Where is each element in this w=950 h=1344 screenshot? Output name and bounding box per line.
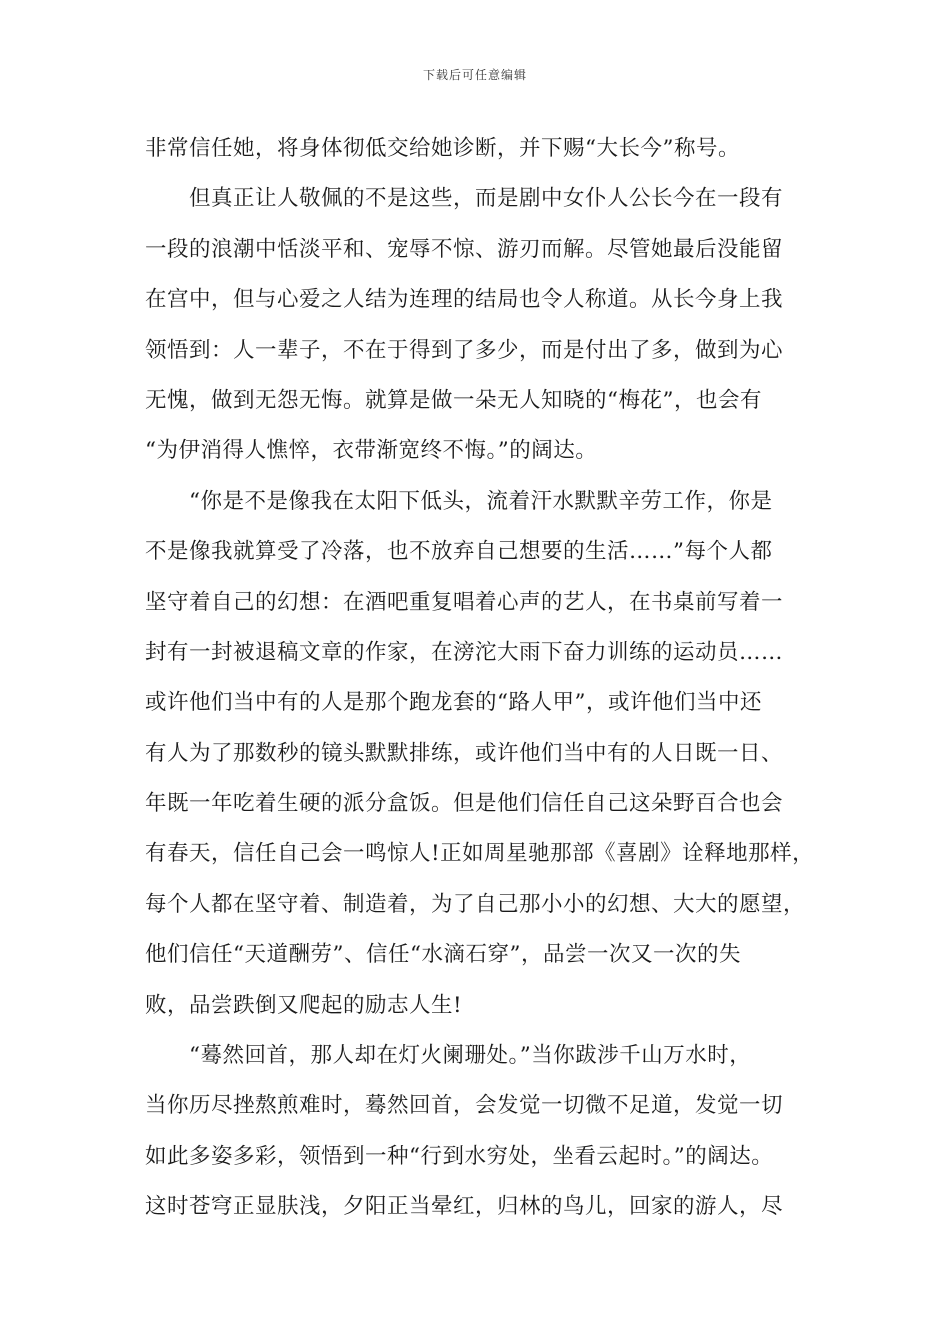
text-line: 在宫中，但与心爱之人结为连理的结局也令人称道。从长今身上我	[145, 287, 784, 313]
text-line: 非常信任她，将身体彻低交给她诊断，并下赐“大长今”称号。	[145, 136, 740, 161]
text-line: 这时苍穹正显肤浅，夕阳正当晕红，归林的鸟儿，回家的游人，尽	[145, 1194, 784, 1220]
text-line: 坚守着自己的幻想：在酒吧重复唱着心声的艺人，在书桌前写着一	[145, 589, 784, 615]
text-line: 年既一年吃着生硬的派分盒饭。但是他们信任自己这朵野百合也会	[145, 791, 784, 817]
document-body	[145, 124, 825, 1233]
text-line: 当你历尽挫熬煎难时，蓦然回首，会发觉一切微不足道，发觉一切	[145, 1093, 784, 1119]
text-line: 领悟到：人一辈子，不在于得到了多少，而是付出了多，做到为心	[145, 337, 784, 363]
page-header: 下载后可任意编辑	[422, 68, 527, 82]
text-line: 无愧，做到无怨无悔。就算是做一朵无人知晓的“梅花”，也会有	[145, 387, 762, 413]
paragraph-start-line: 但真正让人敬佩的不是这些，而是剧中女仆人公长今在一段有	[189, 186, 784, 212]
paragraph-start-line: “你是不是像我在太阳下低头，流着汗水默默辛劳工作，你是	[189, 488, 773, 514]
text-line: 一段的浪潮中恬淡平和、宠辱不惊、游刃而解。尽管她最后没能留	[145, 236, 784, 262]
text-line: 每个人都在坚守着、制造着，为了自己那小小的幻想、大大的愿望，	[145, 891, 806, 917]
text-line: “为伊消得人憔悴，衣带渐宽终不悔。”的阔达。	[145, 438, 598, 464]
text-line: 他们信任“天道酬劳”、信任“水滴石穿”，品尝一次又一次的失	[145, 942, 741, 968]
text-line: 如此多姿多彩，领悟到一种“行到水穷处，坐看云起时。”的阔达。	[145, 1143, 774, 1169]
paragraph-start-line: “蓦然回首，那人却在灯火阑珊处。”当你跋涉千山万水时，	[189, 1043, 752, 1069]
text-line: 不是像我就算受了冷落，也不放弃自己想要的生活……”每个人都	[145, 539, 773, 565]
text-line: 有春天，信任自己会一鸣惊人!正如周星驰那部《喜剧》诠释地那样，	[145, 841, 815, 867]
text-line: 封有一封被退稿文章的作家，在滂沱大雨下奋力训练的运动员……	[145, 639, 784, 665]
text-line: 或许他们当中有的人是那个跑龙套的“路人甲”，或许他们当中还	[145, 690, 762, 716]
text-line: 败，品尝跌倒又爬起的励志人生!	[145, 992, 463, 1018]
text-line: 有人为了那数秒的镜头默默排练，或许他们当中有的人日既一日、	[145, 740, 784, 766]
